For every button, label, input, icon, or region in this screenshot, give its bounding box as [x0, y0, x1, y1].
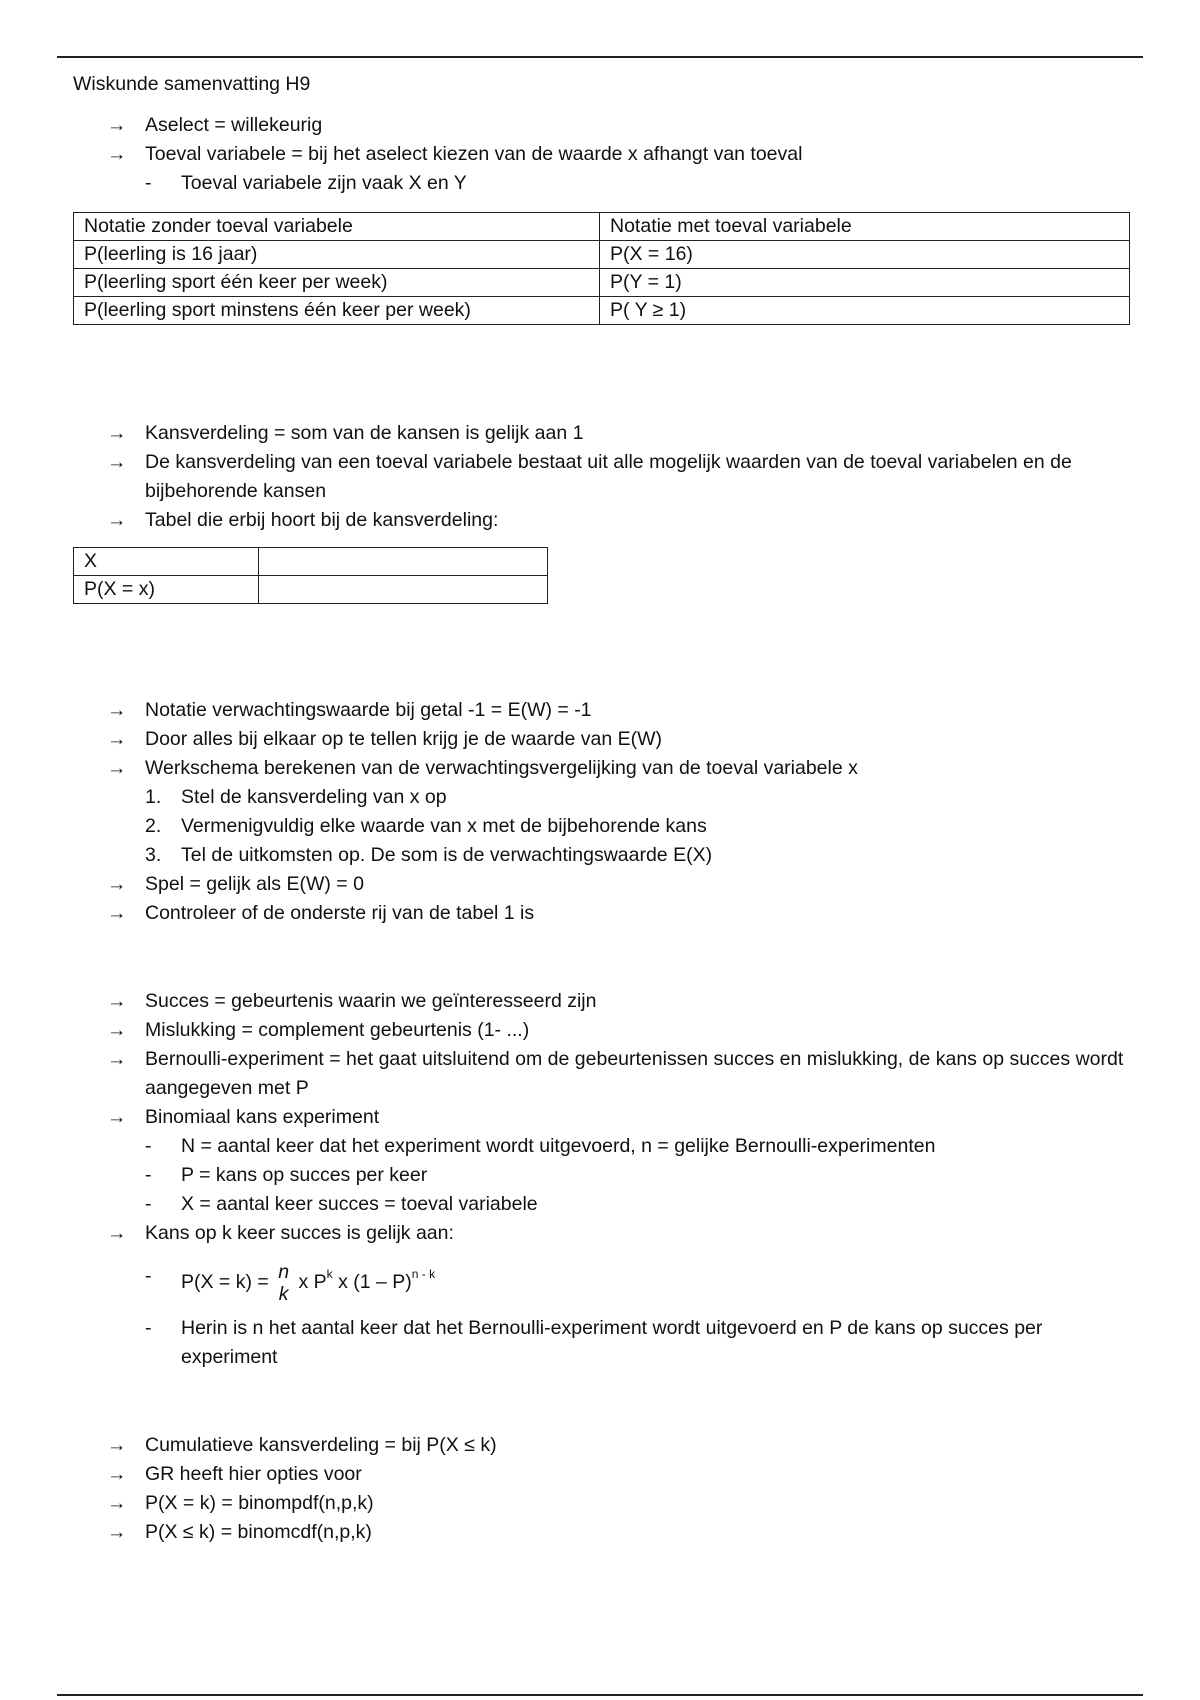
arrow-icon: → [107, 509, 127, 531]
notation-table [73, 212, 1130, 325]
table-cell [259, 548, 548, 576]
list-item [73, 169, 1143, 198]
bullet-text: Toeval variabele zijn vaak X en Y [181, 172, 467, 194]
list-item [73, 696, 1143, 725]
list-item [73, 1489, 1143, 1518]
bullet-text: Tabel die erbij hoort bij de kansverdeling: [145, 509, 499, 531]
table-header-cell: Notatie zonder toeval variabele [74, 213, 600, 241]
table-header-cell: Notatie met toeval variabele [600, 213, 1130, 241]
table-cell [259, 576, 548, 604]
step-text: Tel de uitkomsten op. De som is de verwachtingswaarde E(X) [181, 844, 713, 866]
arrow-icon: → [107, 1048, 127, 1070]
section1-list [73, 111, 1143, 169]
frac-denominator: k [278, 1283, 289, 1305]
section4-list [73, 987, 1143, 1132]
list-item [73, 1431, 1143, 1460]
arrow-icon: → [107, 1521, 127, 1543]
arrow-icon: → [107, 1492, 127, 1514]
bullet-text: Controleer of de onderste rij van de tabel 1 is [145, 902, 535, 924]
bullet-text: Notatie verwachtingswaarde bij getal -1 = E(W) = -1 [145, 699, 592, 721]
exponent-k: k [326, 1266, 333, 1281]
table-cell: P(X = 16) [600, 241, 1130, 269]
section3-list [73, 696, 1143, 783]
bullet-text: Toeval variabele = bij het aselect kiezen van de waarde x afhangt van toeval [145, 143, 803, 165]
bullet-text: P = kans op succes per keer [181, 1164, 428, 1186]
document-title: Wiskunde samenvatting H9 [73, 73, 311, 95]
bullet-text: Kans op k keer succes is gelijk aan: [145, 1222, 454, 1244]
arrow-icon: → [107, 422, 127, 444]
list-item [73, 1132, 1143, 1161]
list-item [73, 1103, 1143, 1132]
table-row [74, 548, 548, 576]
bullet-text: Herin is n het aantal keer dat het Bernoulli-experiment wordt uitgevoerd en P de kans op succes per experiment [181, 1317, 1043, 1368]
list-item [73, 1190, 1143, 1219]
list-item [73, 1460, 1143, 1489]
formula-lhs: P(X = k) = [181, 1271, 269, 1294]
steps-list [73, 783, 1143, 870]
table-header-row [74, 213, 1130, 241]
binomial-formula [73, 1248, 1143, 1314]
table-cell: P( Y ≥ 1) [600, 297, 1130, 325]
bullet-text: Bernoulli-experiment = het gaat uitsluitend om de gebeurtenissen succes en mislukking, de kans op succes wordt aangegeven met P [145, 1048, 1124, 1099]
bullet-text: Binomiaal kans experiment [145, 1106, 380, 1128]
list-item [73, 1314, 1143, 1372]
arrow-icon: → [107, 114, 127, 136]
dash-marker: - [145, 1164, 152, 1186]
step-number: 1. [145, 786, 162, 808]
list-item [73, 812, 1143, 841]
arrow-icon: → [107, 757, 127, 779]
step-text: Vermenigvuldig elke waarde van x met de bijbehorende kans [181, 815, 707, 837]
bullet-text: De kansverdeling van een toeval variabele bestaat uit alle mogelijk waarden van de toeval variabelen en de bijbehorende kansen [145, 451, 1072, 502]
table-row [74, 297, 1130, 325]
binomial-sublist [73, 1132, 1143, 1219]
arrow-icon: → [107, 902, 127, 924]
list-item [73, 899, 1143, 928]
bullet-text: Door alles bij elkaar op te tellen krijg je de waarde van E(W) [145, 728, 662, 750]
arrow-icon: → [107, 1106, 127, 1128]
bullet-text: Aselect = willekeurig [145, 114, 323, 136]
list-item [73, 1219, 1143, 1248]
table-cell: X [74, 548, 259, 576]
list-item [73, 448, 1143, 506]
bullet-text: GR heeft hier opties voor [145, 1463, 362, 1485]
bullet-text: Spel = gelijk als E(W) = 0 [145, 873, 364, 895]
step-number: 2. [145, 815, 162, 837]
binomial-coefficient [278, 1262, 289, 1304]
bottom-rule [57, 1694, 1143, 1696]
bullet-text: N = aantal keer dat het experiment wordt uitgevoerd, n = gelijke Bernoulli-experimenten [181, 1135, 936, 1157]
step-text: Stel de kansverdeling van x op [181, 786, 447, 808]
top-rule [57, 56, 1143, 58]
table-row [74, 241, 1130, 269]
distribution-table [73, 547, 548, 604]
list-item [73, 1161, 1143, 1190]
list-item [73, 987, 1143, 1016]
list-item [73, 111, 1143, 140]
list-item [73, 725, 1143, 754]
table-cell: P(leerling sport minstens één keer per week) [74, 297, 600, 325]
list-item [73, 1045, 1143, 1103]
arrow-icon: → [107, 451, 127, 473]
arrow-icon: → [107, 1434, 127, 1456]
bullet-text: Mislukking = complement gebeurtenis (1- ...) [145, 1019, 530, 1041]
section4-list-k [73, 1219, 1143, 1248]
bullet-text: Kansverdeling = som van de kansen is gelijk aan 1 [145, 422, 584, 444]
list-item [73, 754, 1143, 783]
dash-marker: - [145, 1135, 152, 1157]
table-row [74, 576, 548, 604]
section3-list-b [73, 870, 1143, 928]
arrow-icon: → [107, 1463, 127, 1485]
formula-mid: x P [298, 1271, 327, 1294]
arrow-icon: → [107, 728, 127, 750]
bullet-text: P(X = k) = binompdf(n,p,k) [145, 1492, 374, 1514]
formula-sublist [73, 1248, 1143, 1372]
arrow-icon: → [107, 873, 127, 895]
exponent-n-k: n - k [411, 1266, 436, 1281]
table-cell: P(X = x) [74, 576, 259, 604]
bullet-text: Cumulatieve kansverdeling = bij P(X ≤ k) [145, 1434, 497, 1456]
list-item [73, 1518, 1143, 1547]
dash-marker: - [145, 1265, 152, 1287]
bullet-text: Werkschema berekenen van de verwachtingsvergelijking van de toeval variabele x [145, 757, 858, 779]
dash-marker: - [145, 172, 152, 194]
section1-sublist [73, 169, 1143, 198]
table-cell: P(leerling sport één keer per week) [74, 269, 600, 297]
list-item [73, 140, 1143, 169]
section5-list [73, 1431, 1143, 1547]
list-item [73, 506, 1143, 535]
step-number: 3. [145, 844, 162, 866]
arrow-icon: → [107, 699, 127, 721]
bullet-text: Succes = gebeurtenis waarin we geïnteresseerd zijn [145, 990, 597, 1012]
arrow-icon: → [107, 143, 127, 165]
frac-numerator: n [278, 1261, 290, 1283]
list-item [73, 419, 1143, 448]
dash-marker: - [145, 1317, 152, 1339]
list-item [73, 1016, 1143, 1045]
section2-list [73, 419, 1143, 535]
formula-rest: x (1 – P) [338, 1271, 412, 1294]
bullet-text: P(X ≤ k) = binomcdf(n,p,k) [145, 1521, 372, 1543]
arrow-icon: → [107, 990, 127, 1012]
table-cell: P(leerling is 16 jaar) [74, 241, 600, 269]
table-cell: P(Y = 1) [600, 269, 1130, 297]
document-page [73, 70, 1143, 1547]
list-item [73, 841, 1143, 870]
dash-marker: - [145, 1193, 152, 1215]
list-item [73, 783, 1143, 812]
bullet-text: X = aantal keer succes = toeval variabele [181, 1193, 538, 1215]
list-item [73, 870, 1143, 899]
table-row [74, 269, 1130, 297]
arrow-icon: → [107, 1019, 127, 1041]
arrow-icon: → [107, 1222, 127, 1244]
